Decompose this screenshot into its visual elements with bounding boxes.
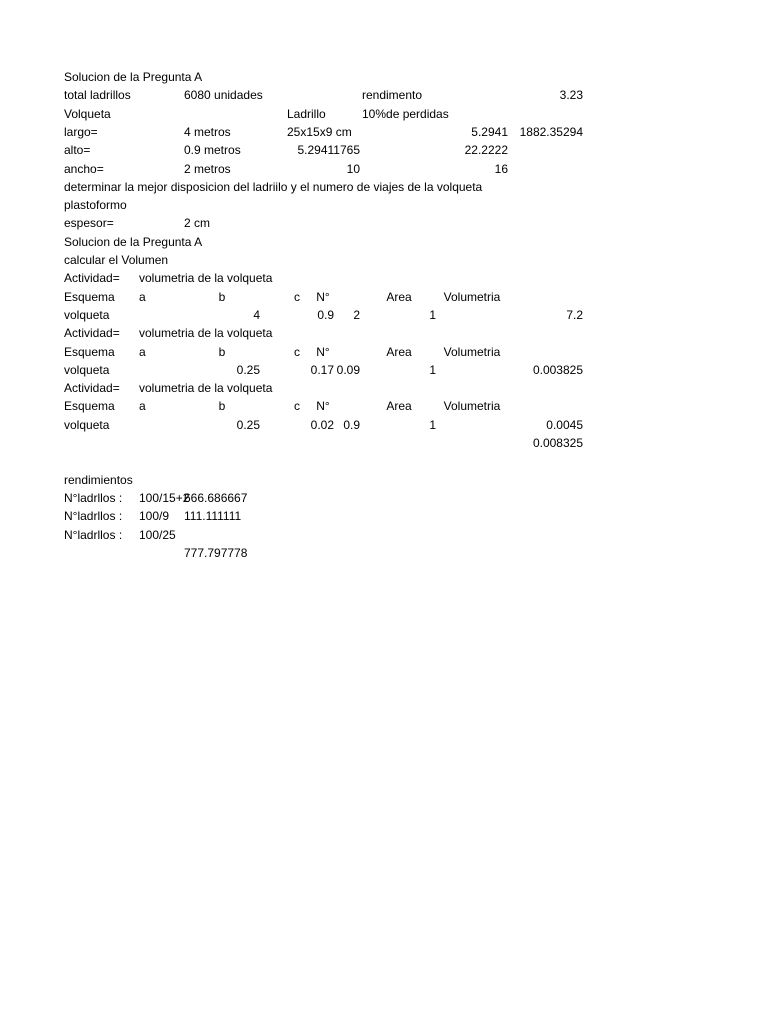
cell-r19-f: Area — [386, 399, 412, 414]
cell-r13-c: b — [218, 289, 226, 304]
cell-r13-d: c — [294, 289, 300, 304]
cell-r6-a: ancho= — [64, 161, 104, 176]
cell-r14-d: 0.9 — [317, 307, 334, 322]
cell-r14-c: 4 — [253, 307, 260, 322]
cell-r2-a: total ladrillos — [64, 88, 131, 103]
cell-r8-a: plastoformo — [64, 198, 127, 213]
cell-r6-e: 10 — [346, 161, 360, 176]
cell-r16-d: c — [294, 344, 300, 359]
cell-r13-a: Esquema — [64, 289, 115, 304]
cell-r7-a: determinar la mejor disposicion del ladriilo y el numero de viajes de la volqueta — [64, 179, 483, 194]
cell-r20-h: 0.0045 — [546, 417, 583, 432]
cell-r4-c: 4 metros — [184, 124, 231, 139]
cell-r2-h: 3.23 — [559, 88, 583, 103]
cell-r21-h: 0.008325 — [532, 436, 583, 450]
cell-r19-b: a — [139, 399, 146, 414]
cell-r17-d: 0.17 — [310, 362, 334, 377]
cell-r16-b: a — [139, 344, 146, 359]
cell-r25-a: N°ladrllos : — [64, 509, 123, 524]
cell-r25-b: 100/9 — [139, 509, 170, 524]
cell-r17-h: 0.003825 — [532, 362, 583, 377]
cell-r14-e: 2 — [353, 307, 360, 322]
cell-r6-c: 2 metros — [184, 161, 231, 176]
cell-r14-h: 7.2 — [566, 307, 583, 322]
cell-r13-g: Volumetria — [443, 289, 501, 304]
cell-r4-e: 25x15x9 cm — [287, 124, 352, 139]
cell-r20-e: 0.9 — [343, 417, 360, 432]
cell-r25-c: 111.111111 — [184, 509, 242, 524]
cell-r24-a: N°ladrllos : — [64, 490, 123, 505]
cell-r24-b: 100/15+2 — [139, 490, 190, 505]
cell-r6-g: 16 — [494, 161, 508, 176]
cell-r3-f: 10%de perdidas — [362, 106, 449, 121]
cell-r16-f: Area — [386, 344, 412, 359]
cell-r18-b: volumetria de la volqueta — [139, 381, 273, 396]
cell-r20-a: volqueta — [64, 417, 110, 432]
cell-r15-b: volumetria de la volqueta — [139, 326, 273, 341]
cell-r3-a: Volqueta — [64, 106, 111, 121]
cell-r10-a: Solucion de la Pregunta A — [64, 234, 203, 249]
cell-r13-b: a — [139, 289, 146, 304]
cell-r4-h: 1882.35294 — [519, 124, 583, 139]
cell-r15-a: Actividad= — [64, 326, 120, 341]
cell-r16-g: Volumetria — [443, 344, 501, 359]
cell-r16-e: N° — [316, 344, 330, 359]
cell-r9-a: espesor= — [64, 216, 114, 231]
cell-r12-b: volumetria de la volqueta — [139, 271, 273, 286]
cell-r19-a: Esquema — [64, 399, 115, 414]
cell-r11-a: calcular el Volumen — [64, 253, 169, 267]
cell-r2-f: rendimento — [362, 88, 423, 103]
cell-r19-e: N° — [316, 399, 330, 414]
cell-r5-g: 22.2222 — [464, 143, 508, 158]
cell-r23-a: rendimientos — [64, 472, 133, 487]
cell-r4-g: 5.2941 — [471, 124, 508, 139]
cell-r17-e: 0.09 — [336, 362, 360, 377]
cell-r19-c: b — [218, 399, 226, 414]
cell-r16-a: Esquema — [64, 344, 115, 359]
cell-r5-c: 0.9 metros — [184, 143, 241, 158]
cell-r18-a: Actividad= — [64, 381, 120, 396]
cell-r16-c: b — [218, 344, 226, 359]
cell-r26-a: N°ladrllos : — [64, 527, 123, 542]
cell-r26-b: 100/25 — [139, 527, 176, 542]
cell-r12-a: Actividad= — [64, 271, 120, 286]
cell-r14-f: 1 — [429, 307, 436, 322]
cell-r3-e: Ladrillo — [287, 106, 326, 121]
cell-r19-g: Volumetria — [443, 399, 501, 414]
cell-r17-a: volqueta — [64, 362, 110, 377]
cell-r24-c: 666.686667 — [184, 490, 248, 505]
cell-r13-f: Area — [386, 289, 412, 304]
cell-r13-e: N° — [316, 289, 330, 304]
cell-r14-a: volqueta — [64, 307, 110, 322]
cell-r2-c: 6080 unidades — [184, 88, 263, 103]
cell-r27-c: 777.797778 — [184, 545, 248, 560]
cell-r1-a: Solucion de la Pregunta A — [64, 70, 203, 84]
cell-r5-e: 5.29411765 — [297, 143, 360, 158]
cell-r17-c: 0.25 — [236, 362, 260, 377]
cell-r17-f: 1 — [429, 362, 436, 377]
cell-r5-a: alto= — [64, 143, 91, 158]
cell-r19-d: c — [294, 399, 300, 414]
cell-r20-d: 0.02 — [310, 417, 334, 432]
cell-r20-c: 0.25 — [236, 417, 260, 432]
cell-r20-f: 1 — [429, 417, 436, 432]
cell-r4-a: largo= — [64, 124, 98, 139]
cell-r9-c: 2 cm — [184, 216, 211, 231]
